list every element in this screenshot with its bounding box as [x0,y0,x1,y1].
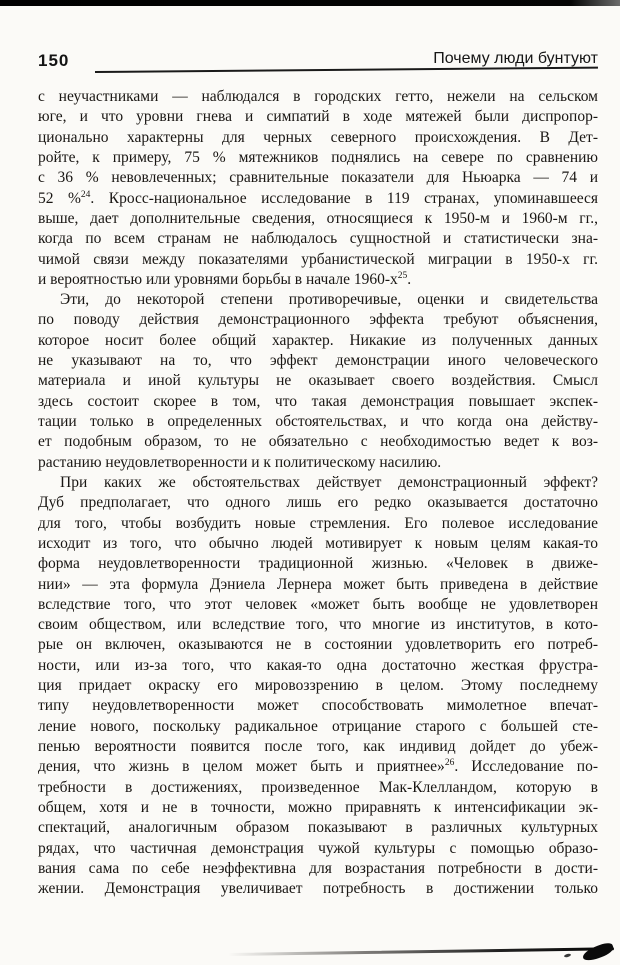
text-line: форма неудовлетворенности традиционной жизнью. «Человек в движе- [38,555,598,573]
text-line: выше, дает дополнительные сведения, относящиеся к 1950-м и 1960-м гг., [38,209,598,227]
text-line: спектаций, аналогичным образом показывают в различных культурных [38,819,598,837]
page-number: 150 [38,51,70,70]
text-line: ционально характерны для черных северного происхождения. В Дет- [38,128,598,146]
text-line: вания сама по себе неэффективна для возрастания потребности в дости- [38,859,598,877]
text-line: рые он включен, оказываются не в состоянии удовлетворить его потреб- [38,636,598,654]
footnote-ref: 24 [80,189,91,200]
text-line: Эти, до некоторой степени противоречивые, оценки и свидетельства [60,291,598,309]
text-line: чимой связи между показателями урбанистической миграции в 1950-х гг. [38,250,598,268]
scan-speck-artifact [564,953,572,958]
text-line: вследствие того, что этот человек «может быть вообще не удовлетворен [38,595,598,613]
text-line: с неучастниками — наблюдался в городских гетто, нежели на сельском [38,88,598,105]
text-line: материала и иной культуры не оказывает своего воздействия. Смысл [38,372,598,390]
text-line: ция придает окраску его мировоззрению в целом. Этому последнему [38,677,598,695]
header-rule [95,67,598,73]
text-line: здесь состоит скорее в том, что такая демонстрация повышает экспек- [38,392,598,410]
text-line: своим обществом, или вследствие того, что многие из институтов, в кото- [38,616,598,634]
scan-bottom-streak-artifact [228,947,614,956]
text-line: рядах, что частичная демонстрация чужой культуры с помощью образо- [38,839,598,857]
text-line: требности в достижениях, произведенное Мак-Клелландом, которую в [38,778,598,796]
text-line: 52 %$^{24}$. Кросс-национальное исследование в 119 странах, упоминавшееся [38,189,598,207]
text-line: пенью вероятности появится после того, как индивид дойдет до убеж- [38,738,598,755]
text-line: исходит из того, что обычно людей мотивирует к новым целям какая-то [38,534,598,552]
text-line: растанию неудовлетворенности и к политическому насилию. [38,453,442,471]
text-line: с 36 % невовлеченных; сравнительные показатели для Ньюарка — 74 и [38,169,598,187]
paragraph [38,290,598,473]
text-line: ройте, к примеру, 75 % мятежников поднялись на севере по сравнению [38,148,598,166]
text-line: не указывают на то, что эффект демонстрации иного человеческого [38,352,598,370]
paragraph [38,473,598,900]
text-line: для того, чтобы возбудить новые стремления. Его полевое исследование [38,514,598,532]
text-line: нии» — эта формула Дэниела Лернера может быть приведена в действие [38,575,598,593]
text-line: общем, хотя и не в точности, можно приравнять к интенсификации эк- [38,798,598,816]
text-line: ет подобным образом, то не обязательно с необходимостью ведет к воз- [38,433,598,451]
text-line: ление нового, поскольку радикальное отрицание старого с большей сте- [38,717,598,735]
text-line: типу неудовлетворенности может способствовать мимолетное впечат- [38,697,598,715]
text-line: дения, что жизнь в целом может быть и приятнее»$^{26}$. Исследование по- [38,758,598,776]
paragraph [38,87,598,290]
text-line: тации только в определенных обстоятельствах, и что когда она действу- [38,413,598,430]
text-line: по поводу действия демонстрационного эффекта требуют объяснения, [38,311,598,329]
text-line: когда по всем странам не наблюдалось сущностной и статистически зна- [38,230,598,248]
text-line: ности, или из-за того, что какая-то одна достаточно жесткая фрустра- [38,656,598,674]
footnote-ref: 26 [444,758,455,769]
footnote-ref: 25 [397,270,408,281]
text-line: которое носит более общий характер. Никакие из полученных данных [38,331,598,349]
scan-corner-blob-artifact [581,941,615,963]
text-block [38,87,598,900]
text-line: и вероятностью или уровнями борьбы в начале 1960-х$^{25}$. [38,270,412,288]
text-line: Дуб предполагает, что одного лишь его редко оказывается достаточно [38,494,598,512]
running-title: Почему люди бунтуют [433,50,598,67]
text-line: При каких же обстоятельствах действует демонстрационный эффект? [60,473,598,491]
text-line: юге, и что уровни гнева и симпатий в ходе мятежей были диспропор- [38,108,598,126]
scan-top-edge-artifact [0,0,620,6]
text-line: жении. Демонстрация увеличивает потребность в достижении только [38,880,598,898]
